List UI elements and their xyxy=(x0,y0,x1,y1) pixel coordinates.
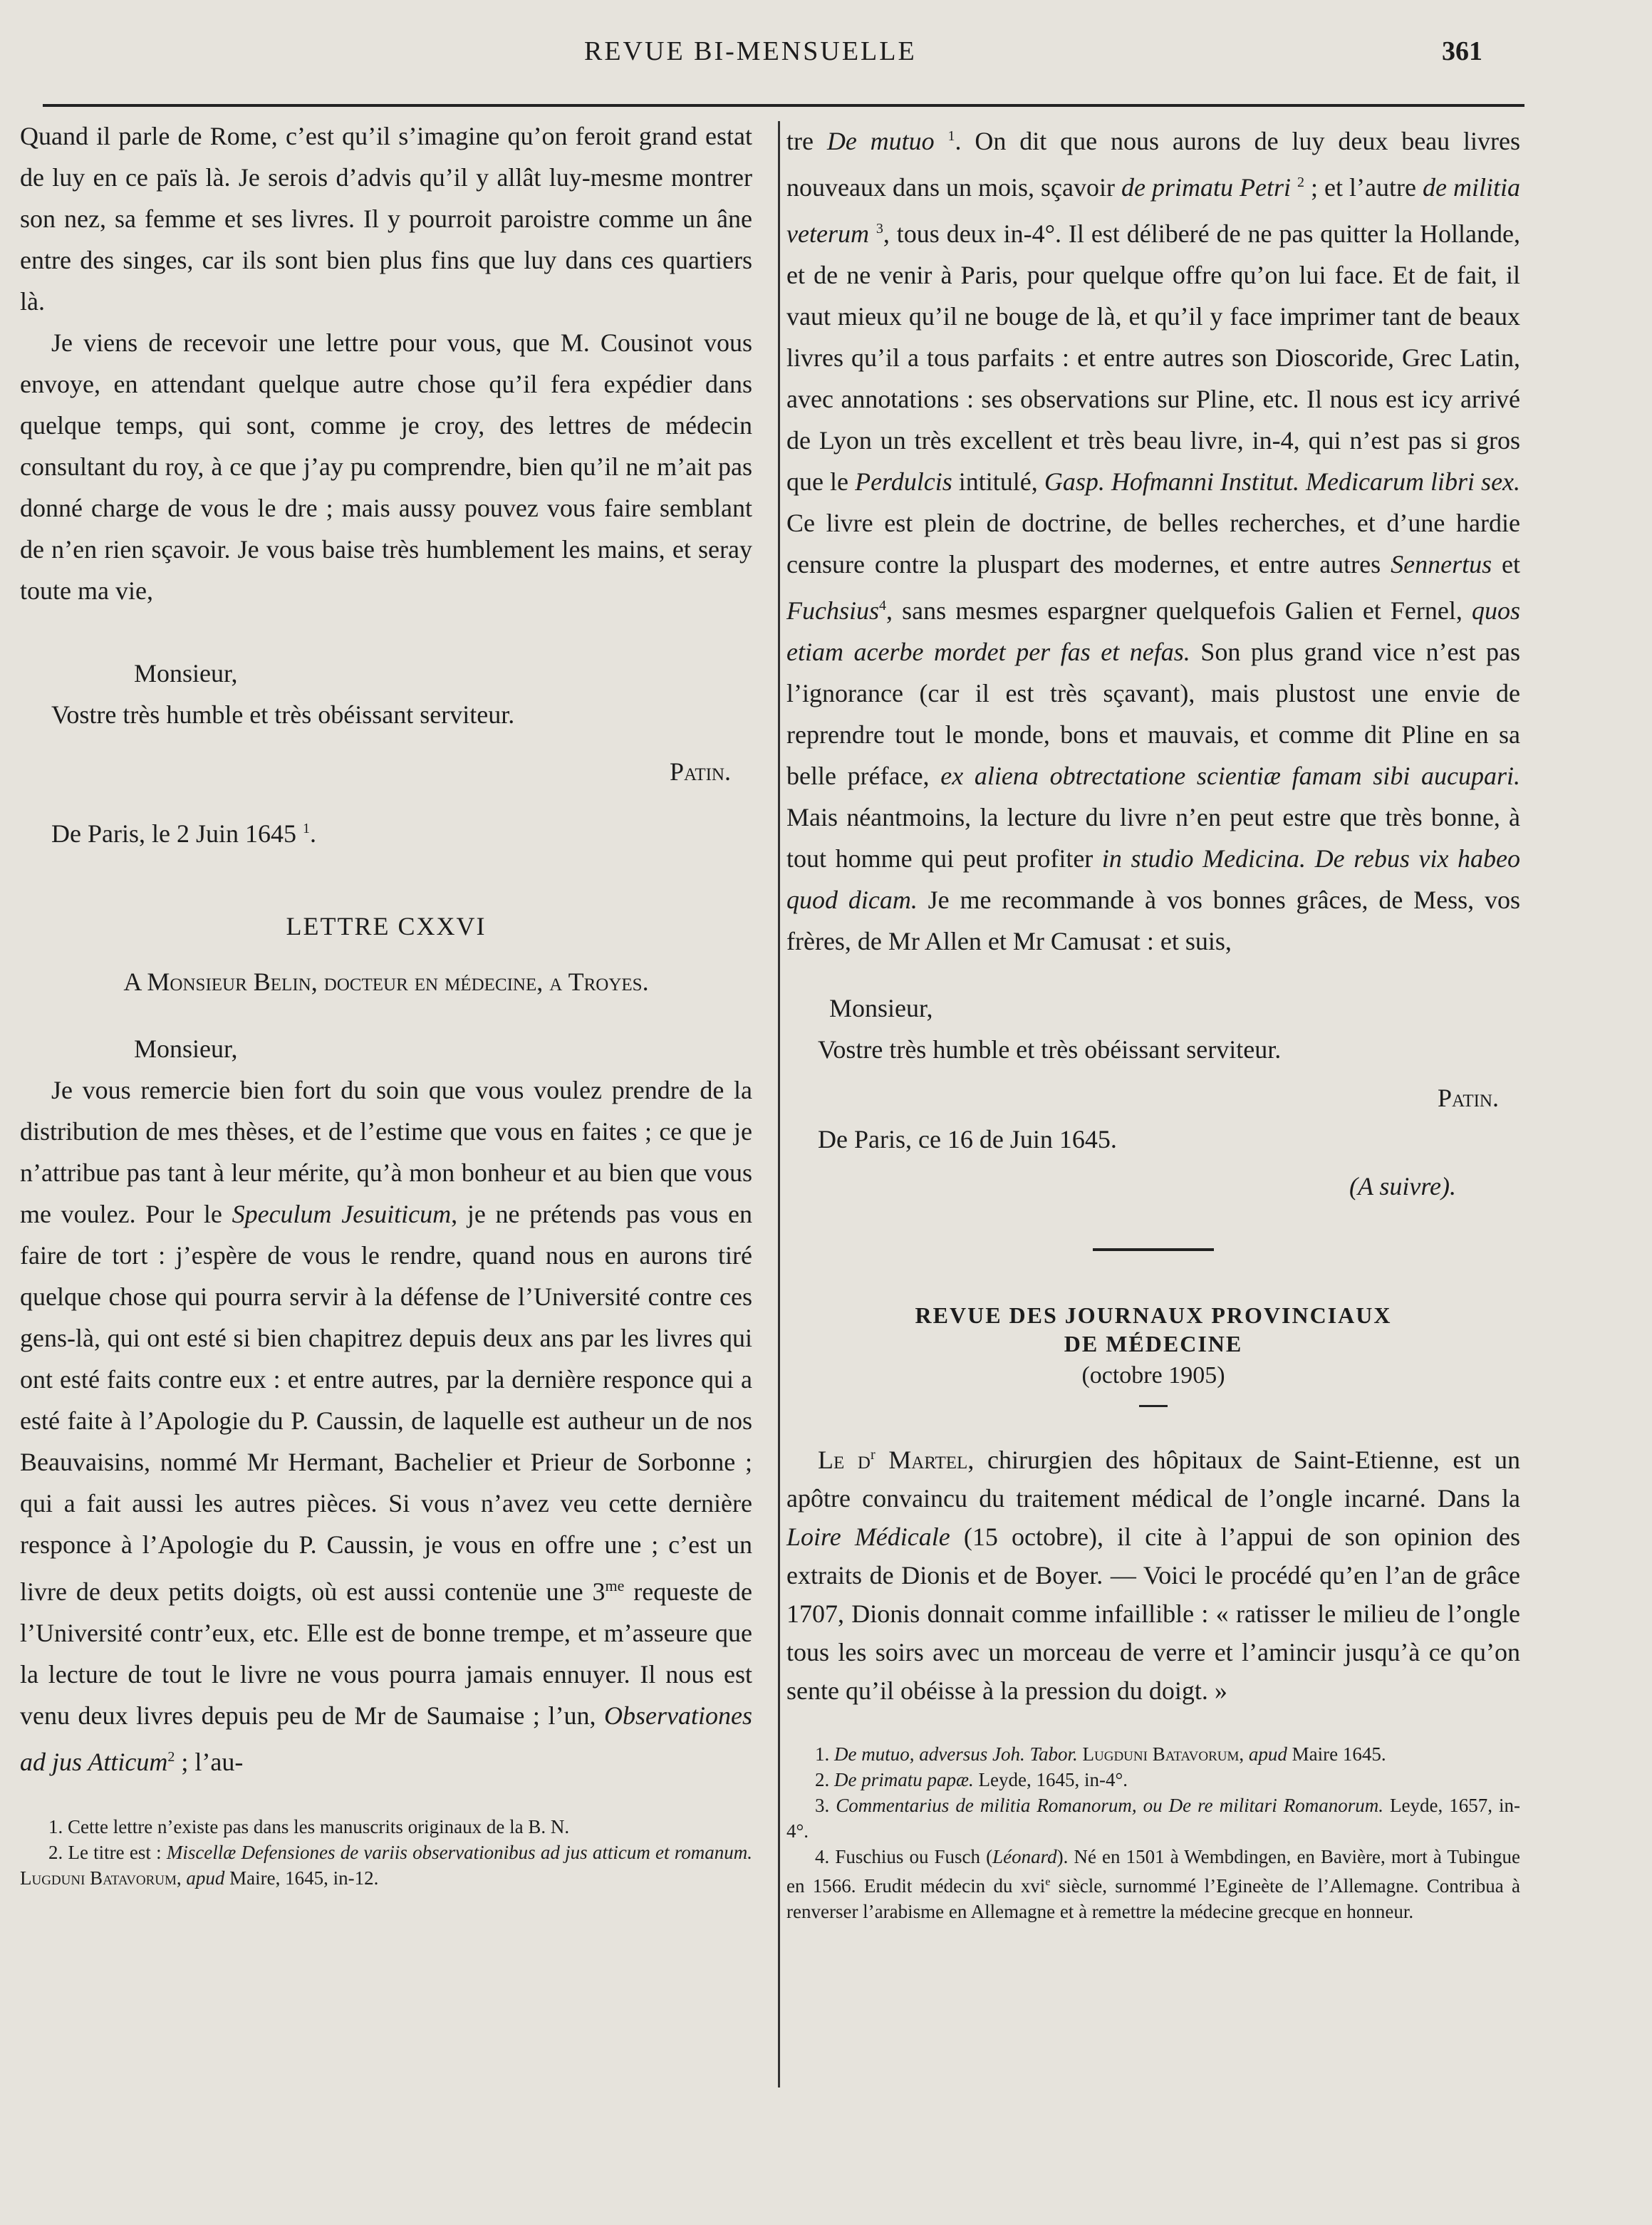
left-paragraph-1: Quand il parle de Rome, c’est qu’il s’imagine qu’on feroit grand estat de luy en ce païs là. Je serois d’advis qu’il y allât luy-mesme montrer son nez, sa femme et ses livres. Il y pourroit paroistre comme un âne entre des singes, car ils sont bien plus fins que luy dans ces quartiers là. xyxy=(20,122,752,316)
text-run: 2. Le titre est : xyxy=(48,1842,162,1863)
text-run: Leyde, 1657, in-4°. xyxy=(786,1795,1521,1842)
salutation: Monsieur, xyxy=(134,659,238,688)
text-run: chirurgien des hôpitaux de Saint-Etienne, est un apôtre convaincu du traitement médical de l’ongle incarné. Dans la xyxy=(786,1446,1520,1513)
text-run: , je ne prétends pas vous en faire de tort : j’espère de vous le rendre, quand nous en aurons tiré quelque chose qui pourra servir à la défense de l’Université contre ces gens-là, qui ont esté si bien chapitrez depuis deux ans par les livres qui ont esté faits contre eux : et entre autres, par la dernière responce qui a esté faite à l’Apologie du P. Caussin, de laquelle est autheur un de nos Beauvaisins, nommé Mr Hermant, Bachelier et Prieur de Sorbonne ; qui a fait aussi les autres pièces. Si vous n’avez veu cette dernière responce à l’Apologie du P. Caussin, je vous en offre une ; c’est un livre de deux petits doigts, où est aussi contenüe une 3 xyxy=(20,1200,753,1606)
italic-title: De mutuo, adversus Joh. Tabor. xyxy=(834,1743,1078,1765)
addressee: A Monsieur Belin, docteur en médecine, a Troyes. xyxy=(123,968,649,996)
italic-name: Léonard xyxy=(992,1846,1057,1867)
italic-name: Fuchsius xyxy=(786,596,879,625)
italic-quote: quos etiam acerbe mordet per fas et nefas. xyxy=(786,596,1520,666)
date-text: De Paris, le 2 Juin 1645 xyxy=(51,819,296,848)
left-paragraph-2: Je viens de recevoir une lettre pour vous, que M. Cousinot vous envoye, en attendant quelque autre chose qu’il fera expédier dans quelque temps, qui sont, comme je croy, des lettres de médecin consultant du roy, à ce que j’ay pu comprendre, bien qu’il ne m’ait pas donné charge de vous le dre ; mais aussy pouvez vous faire semblant de n’en rien sçavoir. Je vous baise très humblement les mains, et seray toute ma vie, xyxy=(20,328,752,605)
footnote-1: 1. Cette lettre n’existe pas dans les manuscrits originaux de la B. N. xyxy=(48,1816,570,1837)
left-paragraph-3 xyxy=(20,1069,752,1783)
superscript: r xyxy=(870,1447,876,1463)
text-run: intitulé, xyxy=(952,467,1038,496)
footnote-4 xyxy=(786,1844,1520,1924)
text-run: , sans mesmes espargner quelquefois Galien et Fernel, xyxy=(886,596,1463,625)
text-run: tre xyxy=(786,127,814,155)
italic-quote: ex aliena obtrectatione scientiæ famam sibi aucupari. xyxy=(940,762,1521,790)
column-divider xyxy=(778,121,780,2087)
text-run: Lugduni Batavorum, xyxy=(20,1867,182,1889)
text-run: (15 octobre), il cite à l’appui de son opinion des extraits de Dionis et de Boyer. — Voici le procédé qu’en l’an de grâce 1707, Dionis donnait comme infaillible : « ratisser le milieu de l’ongle tous les soirs avec un morceau de verre et l’amincir jusqu’à ce qu’on sente qu’il obéisse à la pression du doigt. » xyxy=(786,1523,1520,1705)
text-run: ; et l’autre xyxy=(1304,173,1416,202)
right-column xyxy=(786,115,1520,1924)
letter-date: De Paris, ce 16 de Juin 1645. xyxy=(818,1125,1117,1153)
text-run: ). Né en 1501 à Wembdingen, en Bavière, mort à Tubingue en 1566. Erudit médecin du xvi xyxy=(786,1846,1521,1897)
italic-title: De primatu papæ. xyxy=(834,1769,974,1790)
closing: Vostre très humble et très obéissant serviteur. xyxy=(818,1035,1282,1064)
footnote-ref: 1 xyxy=(947,128,955,144)
footnote-2 xyxy=(786,1767,1520,1793)
italic-title: Gasp. Hofmanni Institut. Medicarum libri sex. xyxy=(1044,467,1521,496)
text-run: ; l’au- xyxy=(175,1748,244,1776)
closing: Vostre très humble et très obéissant serviteur. xyxy=(51,700,515,729)
text-run: siècle, surnommé l’Egineète de l’Allemagne. Contribua à renverser l’arabisme en Allemagne et à remettre la médecine grecque en honneur. xyxy=(786,1875,1520,1922)
section-title-line-1: REVUE DES JOURNAUX PROVINCIAUX xyxy=(915,1302,1392,1328)
text-run: . On dit que nous aurons de luy deux beau livres nouveaux dans un mois, sçavoir xyxy=(786,127,1520,202)
section-title-line-2: DE MÉDECINE xyxy=(1064,1331,1243,1357)
italic-title: Loire Médicale xyxy=(786,1523,950,1551)
superscript: me xyxy=(605,1577,625,1594)
italic-title: de primatu Petri xyxy=(1121,173,1291,202)
left-column xyxy=(20,115,752,1891)
italic-word: apud xyxy=(1248,1743,1287,1765)
to-be-continued: (A suivre). xyxy=(1349,1172,1456,1200)
italic-title: Speculum Jesuiticum xyxy=(232,1200,452,1228)
salutation-2: Monsieur, xyxy=(134,1034,238,1063)
text-run: 3. xyxy=(815,1795,830,1816)
text-run: Maire 1645. xyxy=(1292,1743,1386,1765)
text-run: Je me recommande à vos bonnes grâces, de Mess, vos frères, de Mr Allen et Mr Camusat : et suis, xyxy=(786,886,1521,955)
letter-date: De Paris, le 2 Juin 1645 $^1$. xyxy=(51,819,316,848)
page-number: 361 xyxy=(1442,36,1482,66)
italic-title: Perdulcis xyxy=(855,467,952,496)
italic-word: apud xyxy=(186,1867,225,1889)
text-run: Je vous remercie bien fort du soin que vous voulez prendre de la distribution de mes thèses, et de l’estime que vous en faites ; ce que je n’attribue pas tant à leur mérite, qu’à mon bonheur et au bien que vous me voulez. Pour le xyxy=(20,1076,752,1228)
footnotes-left xyxy=(20,1814,752,1891)
footnote-ref: 2 xyxy=(167,1749,175,1765)
italic-title: Observationes ad jus Atticum xyxy=(20,1701,753,1776)
header-rule xyxy=(43,104,1524,107)
text-run: Leyde, 1645, in-4°. xyxy=(978,1769,1128,1790)
section-subtitle: (octobre 1905) xyxy=(1081,1362,1225,1389)
text-run: Son plus grand vice n’est pas l’ignorance (car il est très sçavant), mais plustost une envie de reprendre tout le monde, bons et mauvais, et comme dit Pline en sa belle préface, xyxy=(786,638,1520,790)
footnote-2 xyxy=(20,1840,752,1891)
running-header: REVUE BI-MENSUELLE xyxy=(584,36,917,66)
text-run: Lugduni Batavorum, xyxy=(1082,1743,1245,1765)
superscript: e xyxy=(1045,1876,1051,1888)
text-run: requeste de l’Université contr’eux, etc. Elle est de bonne trempe, et m’asseure que la lecture de tout le livre ne vous pourra jamais ennuyer. Il nous est venu deux livres depuis peu de Mr de Saumaise ; l’un, xyxy=(20,1577,752,1730)
text-run: Mais néantmoins, la lecture du livre n’en peut estre que très bonne, à tout homme qui peut profiter xyxy=(786,803,1520,873)
text-run: Ce livre est plein de doctrine, de belles recherches, et d’une hardie censure contre la pluspart des modernes, et entre autres xyxy=(786,509,1520,579)
text-run: 1. xyxy=(815,1743,830,1765)
review-paragraph xyxy=(786,1436,1520,1710)
italic-title: De mutuo xyxy=(826,127,935,155)
italic-quote: in studio Medicina. De rebus vix habeo quod dicam. xyxy=(786,844,1520,914)
italic-title: Commentarius de militia Romanorum, ou De re militari Romanorum. xyxy=(836,1795,1383,1816)
signature: Patin. xyxy=(670,757,731,786)
letter-title: LETTRE CXXVI xyxy=(286,912,487,940)
date-footnote-ref: 1 xyxy=(302,821,310,836)
author-name: Martel, xyxy=(875,1446,975,1474)
text-run: et xyxy=(1492,550,1521,579)
text-run: 2. xyxy=(815,1769,830,1790)
footnote-ref: 3 xyxy=(876,221,883,237)
footnote-ref: 4 xyxy=(879,598,886,613)
italic-name: Sennertus xyxy=(1391,550,1492,579)
right-paragraph-1 xyxy=(786,115,1520,962)
footnote-ref: 2 xyxy=(1297,175,1305,190)
italic-title: Miscellæ Defensiones de variis observationibus ad jus atticum et romanum. xyxy=(166,1842,752,1863)
footnote-3 xyxy=(786,1793,1520,1844)
text-run: Maire, 1645, in-12. xyxy=(229,1867,379,1889)
text-run: Le d xyxy=(818,1446,871,1474)
italic-title: de militia veterum xyxy=(786,173,1520,248)
text-run: 4. Fuschius ou Fusch ( xyxy=(815,1846,993,1867)
footnote-1 xyxy=(786,1741,1520,1767)
salutation: Monsieur, xyxy=(829,994,933,1022)
text-run: , tous deux in-4°. Il est déliberé de ne pas quitter la Hollande, et de ne venir à Paris, pour quelque offre qu’on lui face. Et de fait, il vaut mieux qu’il ne bouge de là, et qu’il y face imprimer tant de beaux livres qu’il a tous parfaits : et entre autres son Dioscoride, Grec Latin, avec annotations : ses observations sur Pline, etc. Il nous est icy arrivé de Lyon un très excellent et très beau livre, in-4, qui n’est pas si gros que le xyxy=(786,219,1520,496)
footnotes-right xyxy=(786,1741,1520,1924)
signature: Patin. xyxy=(1438,1084,1499,1112)
